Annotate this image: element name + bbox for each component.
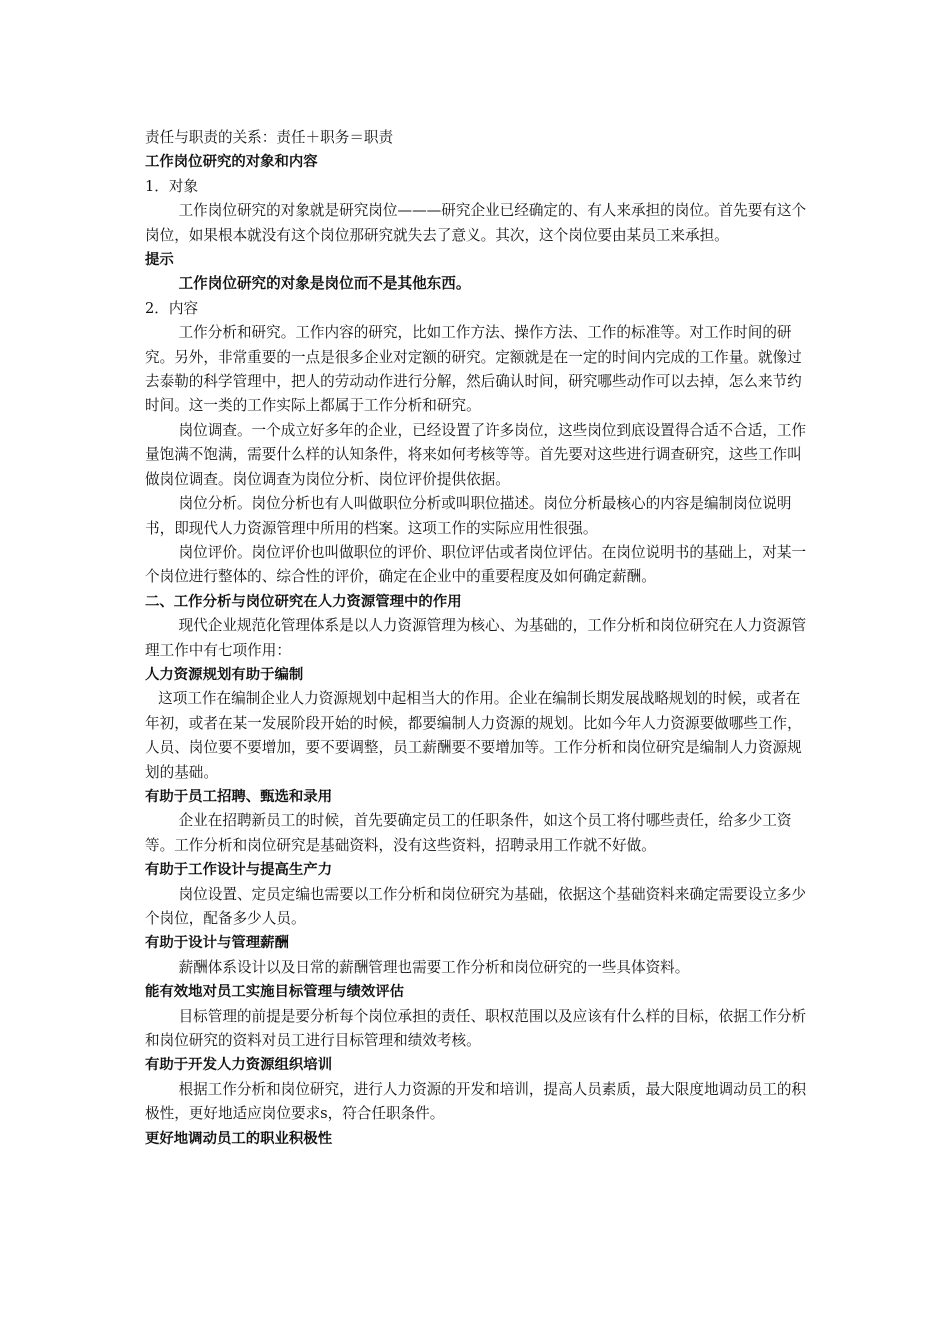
subsection-heading: 有助于设计与管理薪酬 <box>145 935 289 952</box>
paragraph: 目标管理的前提是要分析每个岗位承担的责任、职权范围以及应该有什么样的目标，依据工作分析和岗位研究的资料对员工进行目标管理和绩效考核。 <box>145 1007 807 1050</box>
section-heading: 二、工作分析与岗位研究在人力资源管理中的作用 <box>145 593 462 610</box>
paragraph: 岗位分析。岗位分析也有人叫做职位分析或叫职位描述。岗位分析最核心的内容是编制岗位说明书，即现代人力资源管理中所用的档案。这项工作的实际应用性很强。 <box>145 495 792 537</box>
numbered-item: 1．对象 <box>145 177 199 195</box>
subsection-heading: 有助于员工招聘、甄选和录用 <box>145 788 333 805</box>
paragraph: 责任与职责的关系：责任＋职务＝职责 <box>145 129 394 146</box>
document-body <box>145 126 810 1151</box>
tip-text: 工作岗位研究的对象是岗位而不是其他东西。 <box>178 275 471 293</box>
paragraph: 工作分析和研究。工作内容的研究，比如工作方法、操作方法、工作的标准等。对工作时间的研究。另外，非常重要的一点是很多企业对定额的研究。定额就是在一定的时间内完成的工作量。就像过去泰勒的科学管理中，把人的劳动动作进行分解，然后确认时间，研究哪些动作可以去掉，怎么来节约时间。这一类的工作实际上都属于工作分析和研究。 <box>145 324 802 415</box>
numbered-item: 2．内容 <box>145 299 199 317</box>
paragraph: 岗位调查。一个成立好多年的企业，已经设置了许多岗位，这些岗位到底设置得合适不合适，工作量饱满不饱满，需要什么样的认知条件，将来如何考核等等。首先要对这些进行调查研究，这些工作叫做岗位调查。岗位调查为岗位分析、岗位评价提供依据。 <box>145 421 807 488</box>
paragraph: 企业在招聘新员工的时候，首先要确定员工的任职条件，如这个员工将付哪些责任，给多少工资等。工作分析和岗位研究是基础资料，没有这些资料，招聘录用工作就不好做。 <box>145 812 792 854</box>
subsection-heading: 更好地调动员工的职业积极性 <box>145 1130 333 1147</box>
section-heading: 工作岗位研究的对象和内容 <box>145 154 318 171</box>
subsection-heading: 有助于工作设计与提高生产力 <box>145 862 333 879</box>
paragraph: 现代企业规范化管理体系是以人力资源管理为核心、为基础的，工作分析和岗位研究在人力资源管理工作中有七项作用： <box>145 617 807 659</box>
subsection-heading: 有助于开发人力资源组织培训 <box>145 1057 333 1074</box>
tip-heading: 提示 <box>145 252 174 269</box>
paragraph: 工作岗位研究的对象就是研究岗位———研究企业已经确定的、有人来承担的岗位。首先要有这个岗位，如果根本就没有这个岗位那研究就失去了意义。其次，这个岗位要由某员工来承担。 <box>145 202 807 244</box>
paragraph: 薪酬体系设计以及日常的薪酬管理也需要工作分析和岗位研究的一些具体资料。 <box>178 958 690 976</box>
subsection-heading: 能有效地对员工实施目标管理与绩效评估 <box>145 984 405 1001</box>
paragraph: 根据工作分析和岗位研究，进行人力资源的开发和培训，提高人员素质，最大限度地调动员工的积极性，更好地适应岗位要求s，符合任职条件。 <box>145 1080 807 1123</box>
subsection-heading: 人力资源规划有助于编制 <box>145 666 304 683</box>
paragraph: 这项工作在编制企业人力资源规划中起相当大的作用。企业在编制长期发展战略规划的时候，或者在年初，或者在某一发展阶段开始的时候，都要编制人力资源的规划。比如今年人力资源要做哪些工作，人员、岗位要不要增加，要不要调整，员工薪酬要不要增加等。工作分析和岗位研究是编制人力资源规划的基础。 <box>145 690 802 781</box>
paragraph: 岗位设置、定员定编也需要以工作分析和岗位研究为基础，依据这个基础资料来确定需要设立多少个岗位，配备多少人员。 <box>145 885 807 927</box>
paragraph: 岗位评价。岗位评价也叫做职位的评价、职位评估或者岗位评估。在岗位说明书的基础上，对某一个岗位进行整体的、综合性的评价，确定在企业中的重要程度及如何确定薪酬。 <box>145 543 807 586</box>
